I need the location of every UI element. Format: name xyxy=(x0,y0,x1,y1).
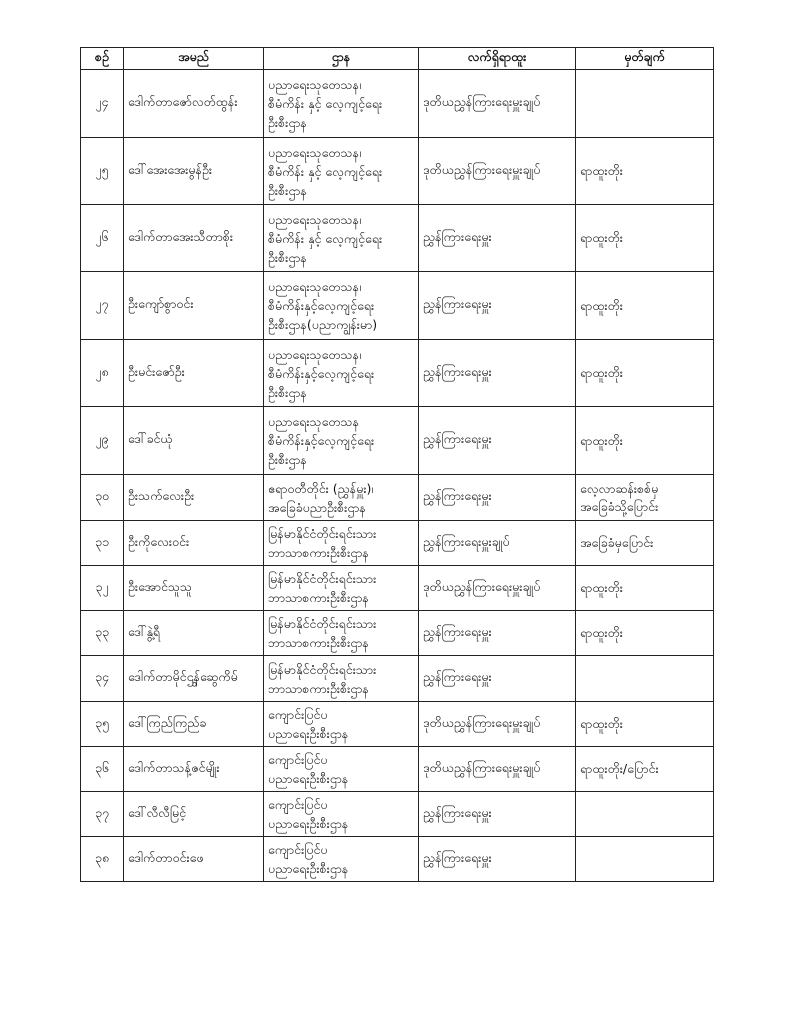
department-line: ပညာရေးဦးစီးဌာန xyxy=(268,771,349,786)
department-line: ပညာရေးသုတေသန၊ xyxy=(268,279,362,294)
department-line: ပညာရေးသုတေသန xyxy=(268,414,360,429)
remark-line: ရာထူးတိုး xyxy=(580,625,623,640)
row-number: ၂၇ xyxy=(81,272,124,340)
department-line: ပညာရေးဦးစီးဌာန xyxy=(268,726,349,741)
row-number: ၂၈ xyxy=(81,340,124,407)
row-department xyxy=(264,521,419,566)
row-name: ဒေါ်လီလီမြင့် xyxy=(124,792,264,837)
department-line: ဦးစီးဌာန xyxy=(268,115,307,130)
header-name: အမည် xyxy=(124,48,264,70)
row-remark xyxy=(576,837,714,882)
row-department xyxy=(264,702,419,747)
remark-line: ရာထူးတိုး xyxy=(580,163,623,178)
row-department xyxy=(264,138,419,205)
row-name: ဒေါ်အေးအေးမွန်ဦး xyxy=(124,138,264,205)
row-position: ညွှန်ကြားရေးမှူး xyxy=(419,837,576,882)
department-line: ဘာသာစကားဦးစီးဌာန xyxy=(268,635,369,650)
remark-line: ရာထူးတိုး xyxy=(580,432,623,448)
department-line: စီမံကိန်း နှင့် လေ့ကျင့်ရေး xyxy=(268,163,383,179)
row-position: ညွှန်ကြားရေးမှူး xyxy=(419,792,576,837)
row-position: ဒုတိယညွှန်ကြားရေးမှူးချုပ် xyxy=(419,747,576,792)
row-department xyxy=(264,792,419,837)
row-position: ဒုတိယညွှန်ကြားရေးမှူးချုပ် xyxy=(419,70,576,138)
remark-line: ရာထူးတိုး xyxy=(580,580,623,595)
department-line: ဦးစီးဌာန xyxy=(268,384,307,400)
department-line: ပညာရေးသုတေသန၊ xyxy=(268,211,362,227)
row-name: ဒေါက်တာအေးသီတာစိုး xyxy=(124,205,264,272)
row-name: ဦးကျော်စွာဝင်း xyxy=(124,272,264,340)
remark-line: ရာထူးတိုး xyxy=(580,716,623,731)
row-name: ဒေါ်နွဲ့ရီ xyxy=(124,611,264,656)
department-line: ဘာသာစကားဦးစီးဌာန xyxy=(268,590,369,605)
department-line: ပညာရေးဦးစီးဌာန xyxy=(268,816,349,831)
table-row xyxy=(81,837,714,882)
department-line: စီမံကိန်းနှင့်လေ့ကျင့်ရေး xyxy=(268,298,375,313)
row-department xyxy=(264,475,419,521)
department-line: ဦးစီးဌာန xyxy=(268,452,307,467)
table-row xyxy=(81,340,714,407)
header-department: ဌာန xyxy=(264,48,419,70)
remark-line: အခြေခံမှပြောင်း xyxy=(580,535,654,550)
row-remark xyxy=(576,611,714,656)
table-row xyxy=(81,205,714,272)
department-line: မြန်မာနိုင်ငံတိုင်းရင်းသား xyxy=(268,616,377,631)
row-department xyxy=(264,272,419,340)
row-position: ဒုတိယညွှန်ကြားရေးမှူးချုပ် xyxy=(419,138,576,205)
row-remark xyxy=(576,747,714,792)
row-position: ညွှန်ကြားရေးမှူးချုပ် xyxy=(419,521,576,566)
row-remark xyxy=(576,205,714,272)
row-number: ၃၆ xyxy=(81,747,124,792)
department-line: ကျောင်းပြင်ပ xyxy=(268,842,328,857)
row-number: ၃၀ xyxy=(81,475,124,521)
row-number: ၂၆ xyxy=(81,205,124,272)
row-name: ဒေါက်တာဝင်းဖေ xyxy=(124,837,264,882)
table-row xyxy=(81,702,714,747)
remark-line: ရာထူးတိုး xyxy=(580,230,623,245)
table-header-row xyxy=(81,48,714,70)
remark-line: လေ့လာဆန်းစစ်မှ xyxy=(580,480,659,496)
department-line: အခြေခံပညာဦးစီးဌာန xyxy=(268,499,366,515)
table-row xyxy=(81,138,714,205)
department-line: ပညာရေးသုတေသန၊ xyxy=(268,346,362,362)
row-department xyxy=(264,407,419,475)
row-department xyxy=(264,611,419,656)
department-line: ပညာရေးသုတေသန၊ xyxy=(268,77,362,92)
department-line: စီမံကိန်း နှင့် လေ့ကျင့်ရေး xyxy=(268,96,383,111)
row-number: ၃၃ xyxy=(81,611,124,656)
department-line: ဦးစီးဌာန xyxy=(268,182,307,198)
row-name: ဒေါက်တာမိုင်ဌွန်ဆွေကိမ် xyxy=(124,656,264,702)
department-line: မြန်မာနိုင်ငံတိုင်းရင်းသား xyxy=(268,571,377,586)
department-line: ဦးစီးဌာန(ပညာကျွန်းမာ) xyxy=(268,317,378,332)
row-remark xyxy=(576,566,714,611)
row-department xyxy=(264,566,419,611)
remark-line: ရာထူးတိုး xyxy=(580,365,623,380)
row-department xyxy=(264,205,419,272)
row-position: ဒုတိယညွှန်ကြားရေးမှူးချုပ် xyxy=(419,566,576,611)
row-name: ဦးအောင်သူသူ xyxy=(124,566,264,611)
department-line: ဦးစီးဌာန xyxy=(268,249,307,265)
row-name: ဒေါ်ကြည်ကြည်ခ xyxy=(124,702,264,747)
row-number: ၃၁ xyxy=(81,521,124,566)
row-name: ဦးကိုလေးဝင်း xyxy=(124,521,264,566)
staff-table xyxy=(80,47,714,882)
row-remark xyxy=(576,656,714,702)
table-row xyxy=(81,566,714,611)
table-row xyxy=(81,792,714,837)
row-name: ဒေါက်တာဇော်လတ်ထွန်း xyxy=(124,70,264,138)
row-remark xyxy=(576,792,714,837)
row-name: ဒေါ်ခင်ယုံ xyxy=(124,407,264,475)
department-line: စီမံကိန်းနှင့်လေ့ကျင့်ရေး xyxy=(268,365,375,381)
row-number: ၃၄ xyxy=(81,656,124,702)
table-body xyxy=(81,70,714,882)
row-position: ညွှန်ကြားရေးမှူး xyxy=(419,656,576,702)
row-position: ညွှန်ကြားရေးမှူး xyxy=(419,611,576,656)
department-line: ဘာသာစကားဦးစီးဌာန xyxy=(268,680,369,696)
row-remark xyxy=(576,138,714,205)
row-position: ညွှန်ကြားရေးမှူး xyxy=(419,272,576,340)
row-remark xyxy=(576,475,714,521)
department-line: ကျောင်းပြင်ပ xyxy=(268,752,328,767)
row-position: ညွှန်ကြားရေးမှူး xyxy=(419,340,576,407)
department-line: ဧရာဝတီတိုင်း (ညွှန်မှူး)၊ xyxy=(268,480,374,496)
department-line: မြန်မာနိုင်ငံတိုင်းရင်းသား xyxy=(268,661,377,677)
row-department xyxy=(264,340,419,407)
remark-line: အခြေခံသို့ပြောင်း xyxy=(580,498,659,514)
department-line: ပညာရေးဦးစီးဌာန xyxy=(268,861,349,876)
table-row xyxy=(81,475,714,521)
row-number: ၃၅ xyxy=(81,702,124,747)
department-line: ကျောင်းပြင်ပ xyxy=(268,797,328,812)
row-remark xyxy=(576,340,714,407)
row-department xyxy=(264,747,419,792)
row-remark xyxy=(576,702,714,747)
row-department xyxy=(264,837,419,882)
row-number: ၂၅ xyxy=(81,138,124,205)
row-number: ၃၇ xyxy=(81,792,124,837)
table-row xyxy=(81,611,714,656)
header-no: စဉ် xyxy=(81,48,124,70)
row-department xyxy=(264,70,419,138)
row-name: ဦးသက်လေးဦး xyxy=(124,475,264,521)
department-line: စီမံကိန်းနှင့်လေ့ကျင့်ရေး xyxy=(268,433,375,448)
row-name: ဒေါက်တာသန့်ဇင်မျိုး xyxy=(124,747,264,792)
row-name: ဦးမင်းဇော်ဦး xyxy=(124,340,264,407)
row-position: ညွှန်ကြားရေးမှူး xyxy=(419,407,576,475)
row-position: ညွှန်ကြားရေးမှူး xyxy=(419,475,576,521)
table-row xyxy=(81,747,714,792)
remark-line: ရာထူးတိုး xyxy=(580,297,623,313)
department-line: ပညာရေးသုတေသန၊ xyxy=(268,144,362,160)
table-row xyxy=(81,407,714,475)
row-remark xyxy=(576,272,714,340)
department-line: ကျောင်းပြင်ပ xyxy=(268,707,328,722)
row-position: ဒုတိယညွှန်ကြားရေးမှူးချုပ် xyxy=(419,702,576,747)
row-remark xyxy=(576,407,714,475)
row-department xyxy=(264,656,419,702)
header-remark: မှတ်ချက် xyxy=(576,48,714,70)
remark-line: ရာထူးတိုး/ပြောင်း xyxy=(580,761,659,776)
row-number: ၃၈ xyxy=(81,837,124,882)
table-row xyxy=(81,521,714,566)
row-position: ညွှန်ကြားရေးမှူး xyxy=(419,205,576,272)
department-line: မြန်မာနိုင်ငံတိုင်းရင်းသား xyxy=(268,526,377,541)
row-remark xyxy=(576,70,714,138)
table-row xyxy=(81,656,714,702)
department-line: ဘာသာစကားဦးစီးဌာန xyxy=(268,545,369,560)
row-number: ၂၉ xyxy=(81,407,124,475)
row-number: ၂၄ xyxy=(81,70,124,138)
row-remark xyxy=(576,521,714,566)
department-line: စီမံကိန်း နှင့် လေ့ကျင့်ရေး xyxy=(268,230,383,246)
row-number: ၃၂ xyxy=(81,566,124,611)
header-position: လက်ရှိရာထူး xyxy=(419,48,576,70)
table-row xyxy=(81,272,714,340)
table-row xyxy=(81,70,714,138)
